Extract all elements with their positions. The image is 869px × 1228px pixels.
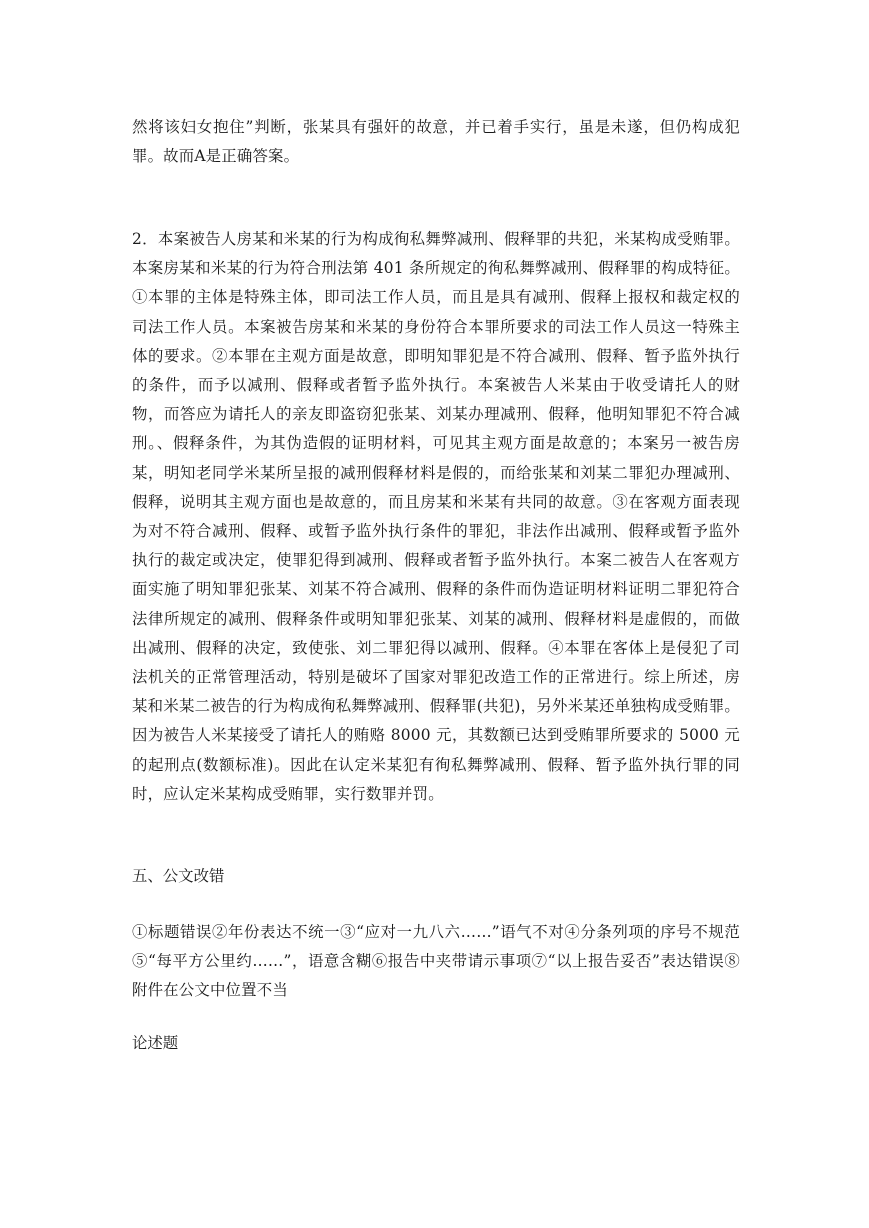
answer-paragraph-case-analysis: 2．本案被告人房某和米某的行为构成徇私舞弊减刑、假释罪的共犯，米某构成受贿罪。本案房某和米某的行为符合刑法第 401 条所规定的徇私舞弊减刑、假释罪的构成特征。①本罪的主体是特殊主体，即司法工作人员，而且是具有减刑、假释上报权和裁定权的司法工作人员。本案被告房某和米某的身份符合本罪所要求的司法工作人员这一特殊主体的要求。②本罪在主观方面是故意，即明知罪犯是不符合减刑、假释、暂予监外执行的条件，而予以减刑、假释或者暂予监外执行。本案被告人米某由于收受请托人的财物，而答应为请托人的亲友即盗窃犯张某、刘某办理减刑、假释，他明知罪犯不符合减刑。、假释条件，为其伪造假的证明材料，可见其主观方面是故意的；本案另一被告房某，明知老同学米某所呈报的减刑假释材料是假的，而给张某和刘某二罪犯办理减刑、假释，说明其主观方面也是故意的，而且房某和米某有共同的故意。③在客观方面表现为对不符合减刑、假释、或暂予监外执行条件的罪犯，非法作出减刑、假释或暂予监外执行的裁定或决定，使罪犯得到减刑、假释或者暂予监外执行。本案二被告人在客观方面实施了明知罪犯张某、刘某不符合减刑、假释的条件而伪造证明材料证明二罪犯符合法律所规定的减刑、假释条件或明知罪犯张某、刘某的减刑、假释材料是虚假的，而做出减刑、假释的决定，致使张、刘二罪犯得以减刑、假释。④本罪在客体上是侵犯了司法机关的正常管理活动，特别是破坏了国家对罪犯改造工作的正常进行。综上所述，房某和米某二被告的行为构成徇私舞弊减刑、假释罪(共犯)，另外米某还单独构成受贿罪。因为被告人米某接受了请托人的贿赂 8000 元，其数额已达到受贿罪所要求的 5000 元的起刑点(数额标准)。因此在认定米某犯有徇私舞弊减刑、假释、暂予监外执行罪的同时，应认定米某构成受贿罪，实行数罪并罚。 xyxy=(132,230,740,803)
section-heading-document-correction: 五、公文改错 xyxy=(132,867,225,885)
section-heading-essay: 论述题 xyxy=(132,1034,179,1052)
answer-paragraph-document-errors: ①标题错误②年份表达不统一③“应对一九八六……”语气不对④分条列项的序号不规范⑤“每平方公里约……”，语意含糊⑥报告中夹带请示事项⑦“以上报告妥否”表达错误⑧附件在公文中位置不当 xyxy=(132,923,740,1000)
answer-paragraph-continuation: 然将该妇女抱住”判断，张某具有强奸的故意，并已着手实行，虽是未遂，但仍构成犯罪。故而A是正确答案。 xyxy=(132,118,740,166)
